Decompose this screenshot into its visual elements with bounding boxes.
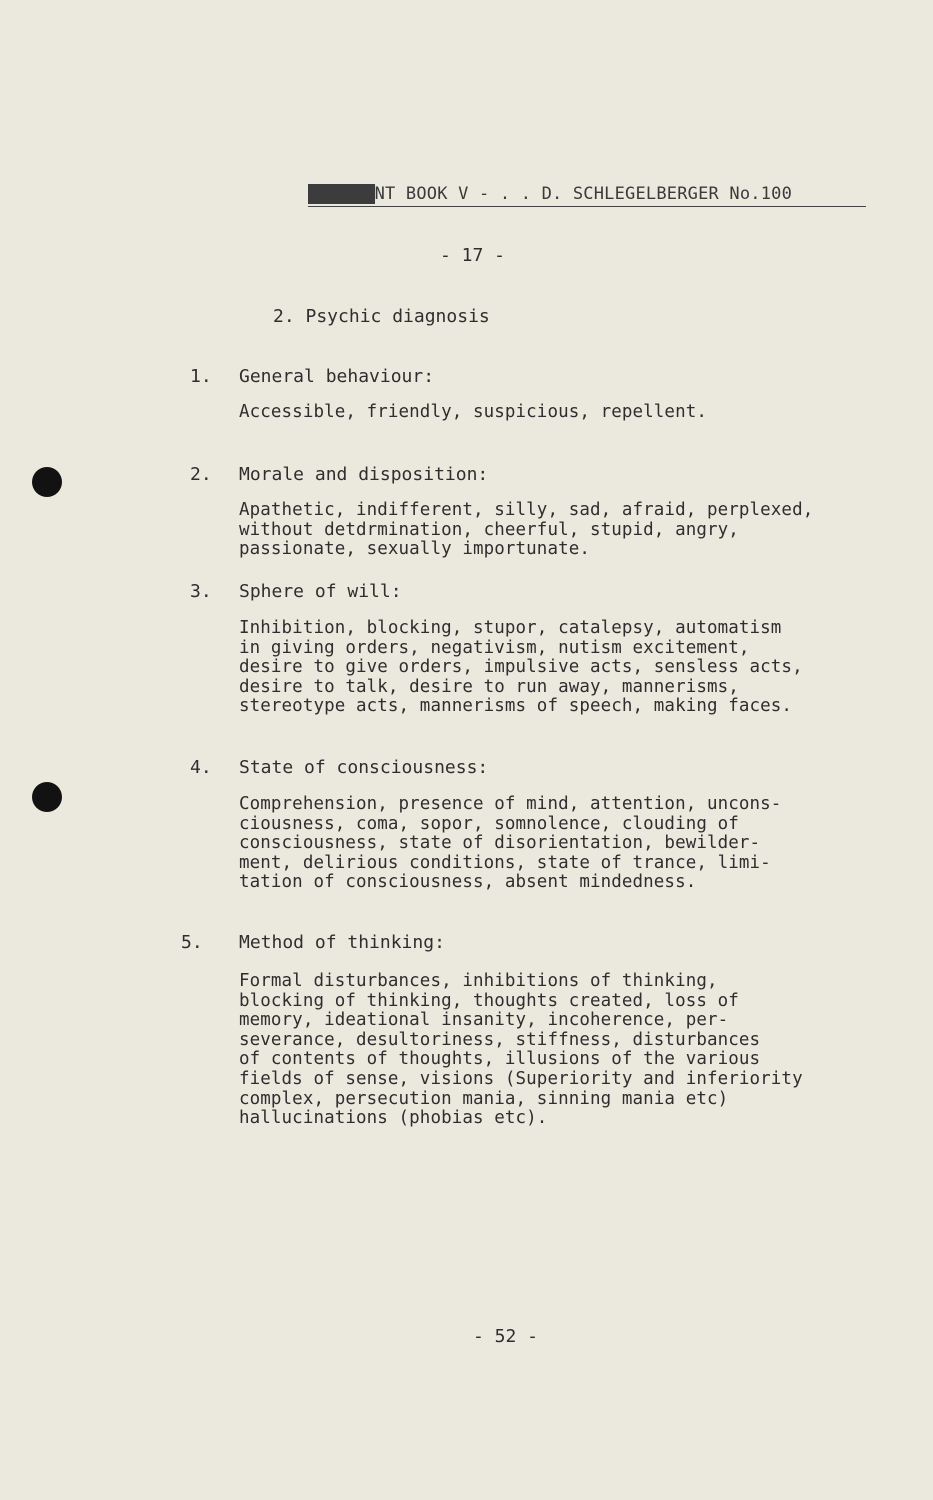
- item-number: 4.: [190, 757, 212, 778]
- item-number: 2.: [190, 464, 212, 485]
- body-line: passionate, sexually importunate.: [239, 539, 590, 560]
- body-line: consciousness, state of disorientation, bewilder-: [239, 833, 761, 854]
- body-line: tation of consciousness, absent mindedness.: [239, 872, 697, 893]
- item-heading: General behaviour:: [239, 366, 435, 387]
- body-line: blocking of thinking, thoughts created, loss of: [239, 990, 739, 1011]
- item-number: 3.: [190, 581, 212, 602]
- item-body: [239, 972, 879, 1129]
- body-line: without detdrmination, cheerful, stupid, angry,: [239, 519, 739, 540]
- body-line: severance, desultoriness, stiffness, disturbances: [239, 1029, 761, 1050]
- item-heading: Morale and disposition:: [239, 464, 489, 485]
- body-line: fields of sense, visions (Superiority and inferiority: [239, 1068, 803, 1089]
- item-body: [239, 795, 879, 893]
- body-line: ciousness, coma, sopor, somnolence, clouding of: [239, 813, 739, 834]
- page-number-top: - 17 -: [440, 245, 506, 266]
- body-line: Inhibition, blocking, stupor, catalepsy, automatism: [239, 618, 782, 638]
- item-heading: State of consciousness:: [239, 757, 489, 778]
- body-line: memory, ideational insanity, incoherence, per-: [239, 1010, 729, 1031]
- body-line: complex, persecution mania, sinning mania etc): [239, 1088, 729, 1109]
- item-number: 1.: [190, 366, 212, 387]
- item-body: [239, 619, 879, 717]
- page-number-bottom: - 52 -: [473, 1326, 539, 1347]
- body-line: Formal disturbances, inhibitions of thinking,: [239, 971, 718, 991]
- body-line: Comprehension, presence of mind, attention, uncons-: [239, 794, 782, 814]
- body-line: of contents of thoughts, illusions of the various: [239, 1049, 761, 1070]
- body-line: desire to give orders, impulsive acts, sensless acts,: [239, 657, 803, 678]
- item-body: [239, 403, 879, 423]
- body-line: hallucinations (phobias etc).: [239, 1108, 548, 1129]
- body-line: in giving orders, negativism, nutism excitement,: [239, 637, 750, 658]
- punch-hole-lower: [32, 782, 62, 812]
- body-line: ment, delirious conditions, state of trance, limi-: [239, 852, 771, 873]
- body-line: stereotype acts, mannerisms of speech, making faces.: [239, 696, 793, 717]
- body-line: Accessible, friendly, suspicious, repellent.: [239, 402, 707, 422]
- header-text: NT BOOK V - . . D. SCHLEGELBERGER No.100: [374, 184, 793, 204]
- body-line: desire to talk, desire to run away, mannerisms,: [239, 676, 739, 697]
- body-line: Apathetic, indifferent, silly, sad, afraid, perplexed,: [239, 500, 814, 520]
- item-body: [239, 501, 879, 560]
- item-number: 5.: [181, 932, 203, 953]
- section-title: 2. Psychic diagnosis: [273, 306, 490, 327]
- header-smudged-prefix: DOCUME: [310, 184, 373, 204]
- punch-hole-upper: [32, 467, 62, 497]
- document-header: [308, 184, 866, 207]
- item-heading: Sphere of will:: [239, 581, 402, 602]
- item-heading: Method of thinking:: [239, 932, 445, 953]
